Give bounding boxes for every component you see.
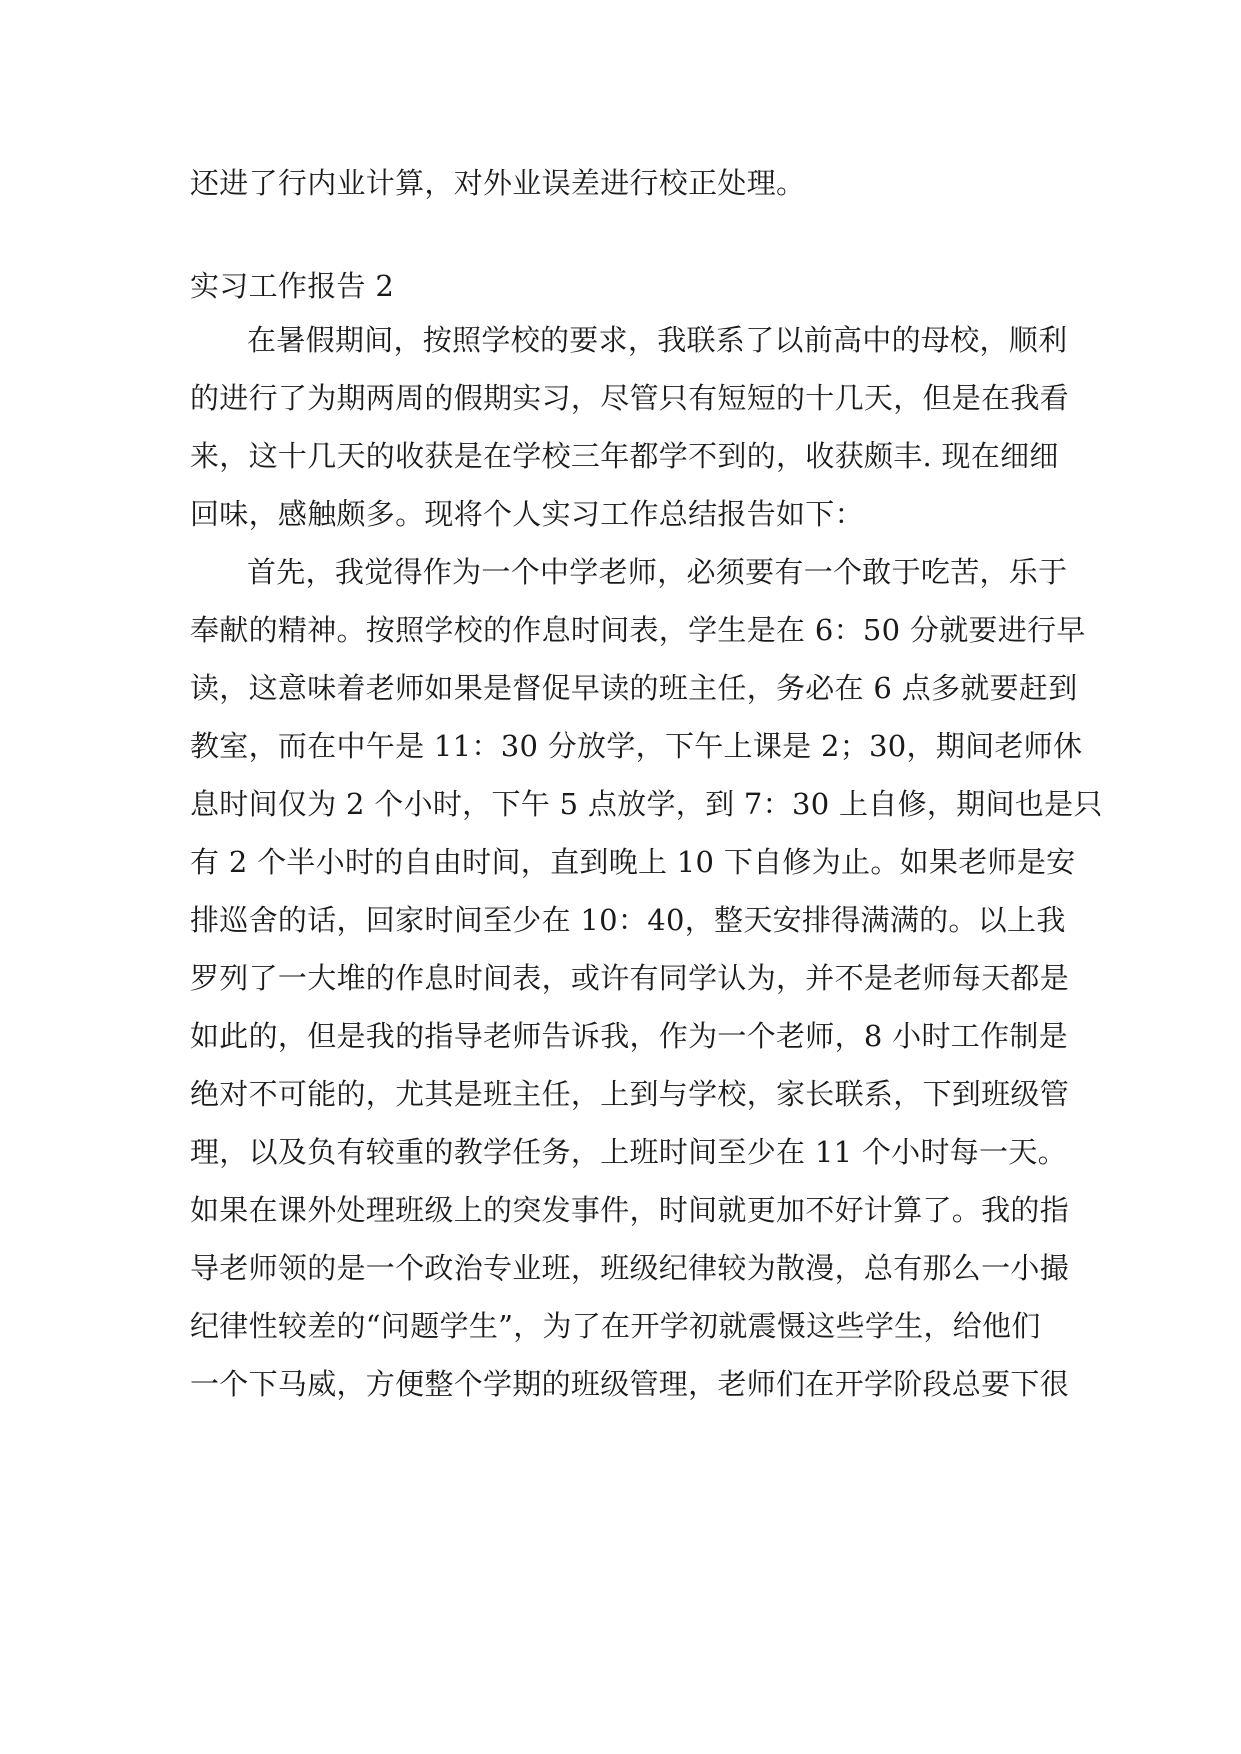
paragraph-line: 纪律性较差的“问题学生”，为了在开学初就震慑这些学生，给他们 — [190, 1309, 1041, 1343]
paragraph-line: 如果在课外处理班级上的突发事件，时间就更加不好计算了。我的指 — [190, 1193, 1070, 1227]
paragraph-line: 排巡舍的话，回家时间至少在 10：40，整天安排得满满的。以上我 — [190, 903, 1066, 937]
paragraph-line: 理，以及负有较重的教学任务，上班时间至少在 11 个小时每一天。 — [190, 1135, 1067, 1169]
paragraph-line: 回味，感触颇多。现将个人实习工作总结报告如下： — [190, 497, 864, 531]
paragraph-line: 读，这意味着老师如果是督促早读的班主任，务必在 6 点多就要赶到 — [190, 671, 1078, 705]
paragraph-line: 在暑假期间，按照学校的要求，我联系了以前高中的母校，顺利 — [247, 323, 1068, 357]
paragraph-line: 还进了行内业计算，对外业误差进行校正处理。 — [190, 166, 806, 200]
paragraph-line: 的进行了为期两周的假期实习，尽管只有短短的十几天，但是在我看 — [190, 381, 1070, 415]
paragraph-line: 一个下马威，方便整个学期的班级管理，老师们在开学阶段总要下很 — [190, 1367, 1070, 1401]
paragraph-line: 有 2 个半小时的自由时间，直到晚上 10 下自修为止。如果老师是安 — [190, 845, 1076, 879]
paragraph-line: 如此的，但是我的指导老师告诉我，作为一个老师，8 小时工作制是 — [190, 1019, 1068, 1053]
paragraph-line: 罗列了一大堆的作息时间表，或许有同学认为，并不是老师每天都是 — [190, 961, 1070, 995]
paragraph-line: 教室，而在中午是 11：30 分放学，下午上课是 2；30，期间老师休 — [190, 729, 1083, 763]
paragraph-line: 绝对不可能的，尤其是班主任，上到与学校，家长联系，下到班级管 — [190, 1077, 1070, 1111]
paragraph-line: 来，这十几天的收获是在学校三年都学不到的，收获颇丰. 现在细细 — [190, 439, 1059, 473]
paragraph-line: 奉献的精神。按照学校的作息时间表，学生是在 6：50 分就要进行早 — [190, 613, 1086, 647]
section-heading: 实习工作报告 2 — [190, 269, 395, 303]
paragraph-line: 息时间仅为 2 个小时，下午 5 点放学，到 7：30 上自修，期间也是只 — [190, 787, 1103, 821]
paragraph-line: 导老师领的是一个政治专业班，班级纪律较为散漫，总有那么一小撮 — [190, 1251, 1070, 1285]
paragraph-line: 首先，我觉得作为一个中学老师，必须要有一个敢于吃苦，乐于 — [247, 555, 1068, 589]
